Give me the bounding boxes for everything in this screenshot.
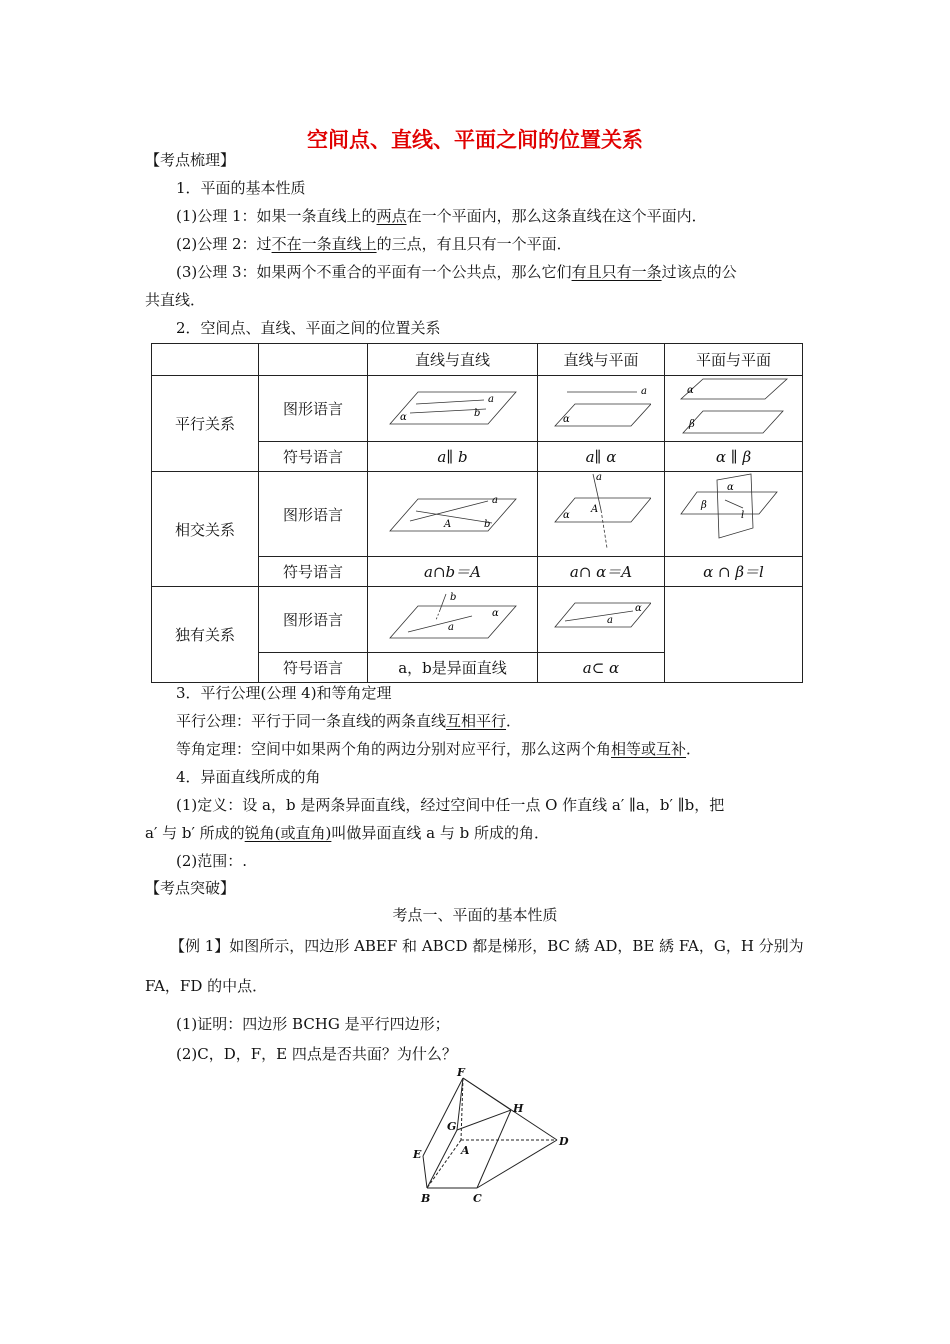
fig-parallel-line-line <box>368 376 538 442</box>
fig-line-in-plane <box>538 587 665 653</box>
header-plane-plane: 平面与平面 <box>665 344 803 376</box>
sym-parallel-line-line: a∥ b <box>368 442 538 472</box>
svg-text:H: H <box>513 1102 524 1115</box>
row-parallel-fig-label: 图形语言 <box>259 376 368 442</box>
svg-text:b: b <box>449 591 456 603</box>
example-1-question2: (2)C，D，F，E 四点是否共面？为什么？ <box>176 1045 457 1063</box>
fig-skew-line-line <box>368 587 538 653</box>
row-parallel-name: 平行关系 <box>152 376 259 472</box>
row-skew-name: 独有关系 <box>152 587 259 683</box>
svg-text:β: β <box>700 500 707 511</box>
example-1-figure <box>405 1066 585 1206</box>
kaodian-1-heading: 考点一、平面的基本性质 <box>392 906 558 924</box>
s1-heading: 1．平面的基本性质 <box>176 179 306 197</box>
sym-skew-line-line: a，b是异面直线 <box>368 653 538 683</box>
skew-empty-cell <box>665 587 803 683</box>
svg-text:α: α <box>491 607 499 619</box>
header-line-line: 直线与直线 <box>368 344 538 376</box>
svg-text:C: C <box>473 1192 482 1205</box>
skew-angle-definition-continued: a′ 与 b′ 所成的锐角(或直角)叫做异面直线 a 与 b 所成的角． <box>145 824 550 842</box>
svg-text:α: α <box>726 482 734 493</box>
fig-intersect-plane-plane <box>665 472 803 557</box>
row-intersect-name: 相交关系 <box>152 472 259 587</box>
header-line-plane: 直线与平面 <box>538 344 665 376</box>
svg-text:α: α <box>563 413 570 425</box>
row-intersect-fig-label: 图形语言 <box>259 472 368 557</box>
axiom-2: (2)公理 2：过不在一条直线上的三点，有且只有一个平面． <box>176 235 572 253</box>
svg-text:B: B <box>421 1192 431 1205</box>
s3-heading: 3．平行公理(公理 4)和等角定理 <box>176 684 392 702</box>
svg-text:a: a <box>641 385 647 397</box>
svg-text:A: A <box>461 1144 470 1157</box>
s2-heading: 2．空间点、直线、平面之间的位置关系 <box>176 319 441 337</box>
svg-text:a: a <box>596 472 602 483</box>
svg-text:α: α <box>686 384 694 396</box>
s4-heading: 4．异面直线所成的角 <box>176 768 321 786</box>
sym-line-in-plane: a⊂ α <box>538 653 665 683</box>
svg-text:α: α <box>563 510 570 521</box>
diagram-parallel-planes <box>679 377 789 437</box>
skew-angle-range: (2)范围：. <box>176 852 248 870</box>
diagram-parallel-lines <box>388 382 518 432</box>
svg-text:a: a <box>487 393 494 405</box>
sym-parallel-line-plane: a∥ α <box>538 442 665 472</box>
svg-text:G: G <box>447 1120 457 1133</box>
sym-intersect-plane-plane: α ∩ β＝l <box>665 557 803 587</box>
svg-text:D: D <box>559 1135 569 1148</box>
equal-angle-theorem: 等角定理：空间中如果两个角的两边分别对应平行，那么这两个角相等或互补． <box>176 740 702 758</box>
svg-text:a: a <box>607 614 613 626</box>
fig-intersect-line-plane <box>538 472 665 557</box>
example-1-question1: (1)证明：四边形 BCHG 是平行四边形； <box>176 1015 450 1033</box>
row-skew-sym-label: 符号语言 <box>259 653 368 683</box>
svg-text:α: α <box>635 602 642 614</box>
fig-intersect-line-line <box>368 472 538 557</box>
row-parallel-sym-label: 符号语言 <box>259 442 368 472</box>
fig-parallel-plane-plane <box>665 376 803 442</box>
section-heading-review: 【考点梳理】 <box>145 151 236 169</box>
row-skew-fig-label: 图形语言 <box>259 587 368 653</box>
axiom-1: (1)公理 1：如果一条直线上的两点在一个平面内，那么这条直线在这个平面内． <box>176 207 707 225</box>
header-empty-1 <box>152 344 259 376</box>
diagram-line-parallel-plane <box>551 382 651 432</box>
svg-text:A: A <box>443 519 451 530</box>
example-1-line1: 【例 1】如图所示，四边形 ABEF 和 ABCD 都是梯形，BC 綉 AD，BE 綉 FA，G，H 分别为 <box>170 937 804 955</box>
relation-table <box>151 343 803 683</box>
svg-text:E: E <box>413 1148 422 1161</box>
row-intersect-sym-label: 符号语言 <box>259 557 368 587</box>
parallel-axiom: 平行公理：平行于同一条直线的两条直线互相平行． <box>176 712 522 730</box>
axiom-3: (3)公理 3：如果两个不重合的平面有一个公共点，那么它们有且只有一条过该点的公 <box>176 263 737 281</box>
svg-text:l: l <box>740 510 744 521</box>
sym-intersect-line-line: a∩b＝A <box>368 557 538 587</box>
svg-text:b: b <box>483 519 490 530</box>
svg-text:F: F <box>457 1066 465 1079</box>
svg-text:A: A <box>591 504 599 515</box>
svg-text:a: a <box>447 621 454 633</box>
sym-parallel-plane-plane: α ∥ β <box>665 442 803 472</box>
diagram-skew-lines <box>388 592 518 644</box>
sym-intersect-line-plane: a∩ α＝A <box>538 557 665 587</box>
svg-text:β: β <box>688 418 695 430</box>
diagram-intersecting-lines <box>388 487 518 537</box>
svg-text:α: α <box>399 411 407 423</box>
axiom-3-continued: 共直线． <box>145 291 206 309</box>
fig-parallel-line-plane <box>538 376 665 442</box>
svg-text:b: b <box>473 407 480 419</box>
diagram-intersecting-planes <box>679 472 789 552</box>
skew-angle-definition: (1)定义：设 a，b 是两条异面直线，经过空间中任一点 O 作直线 a′ ∥a，b′ ∥b，把 <box>176 796 725 814</box>
header-empty-2 <box>259 344 368 376</box>
example-1-line2: FA，FD 的中点． <box>145 977 268 995</box>
diagram-line-intersects-plane <box>551 472 651 552</box>
page-title: 空间点、直线、平面之间的位置关系 <box>307 128 643 152</box>
svg-text:a: a <box>491 495 498 506</box>
diagram-line-in-plane <box>551 593 651 643</box>
section-heading-breakthrough: 【考点突破】 <box>145 879 236 897</box>
